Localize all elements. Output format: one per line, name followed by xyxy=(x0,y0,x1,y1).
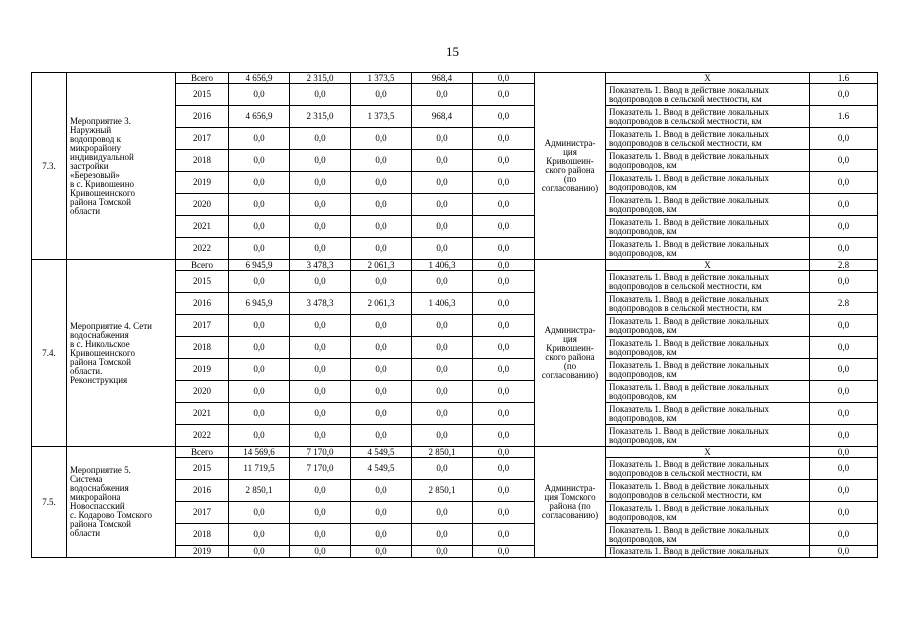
indicator-text: Показатель 1. Ввод в действие локальных водопроводов, км xyxy=(606,194,810,216)
indicator-value: 0,0 xyxy=(810,480,878,502)
year-cell: 2019 xyxy=(176,359,229,381)
indicator-value: 0,0 xyxy=(810,194,878,216)
total-indicator-value: 2.8 xyxy=(810,260,878,271)
amount-cell: 0,0 xyxy=(229,524,290,546)
amount-cell: 968,4 xyxy=(412,106,473,128)
indicator-value: 0,0 xyxy=(810,150,878,172)
indicator-text: Показатель 1. Ввод в действие локальных водопроводов, км xyxy=(606,524,810,546)
amount-cell: 0,0 xyxy=(473,84,535,106)
indicator-text: Показатель 1. Ввод в действие локальных водопроводов, км xyxy=(606,425,810,447)
amount-cell: 0,0 xyxy=(351,172,412,194)
indicator-text: Показатель 1. Ввод в действие локальных водопроводов, км xyxy=(606,359,810,381)
amount-cell: 0,0 xyxy=(412,425,473,447)
amount-cell: 0,0 xyxy=(412,381,473,403)
amount-cell: 3 478,3 xyxy=(290,260,351,271)
amount-cell: 0,0 xyxy=(351,84,412,106)
year-cell: 2018 xyxy=(176,524,229,546)
indicator-text: Показатель 1. Ввод в действие локальных водопроводов в сельской местности, км xyxy=(606,293,810,315)
amount-cell: 0,0 xyxy=(351,381,412,403)
amount-cell: 0,0 xyxy=(229,216,290,238)
amount-cell: 0,0 xyxy=(351,216,412,238)
executor-name: Администра- ция Кривошеин- ского района (по согласованию) xyxy=(535,260,606,447)
year-cell: 2019 xyxy=(176,546,229,558)
amount-cell: 0,0 xyxy=(351,238,412,260)
amount-cell: 0,0 xyxy=(351,315,412,337)
amount-cell: 0,0 xyxy=(473,150,535,172)
indicator-text: Показатель 1. Ввод в действие локальных водопроводов в сельской местности, км xyxy=(606,84,810,106)
amount-cell: 0,0 xyxy=(229,172,290,194)
year-cell: Всего xyxy=(176,73,229,84)
amount-cell: 0,0 xyxy=(412,271,473,293)
amount-cell: 0,0 xyxy=(351,337,412,359)
indicator-value: 0,0 xyxy=(810,172,878,194)
amount-cell: 2 850,1 xyxy=(412,480,473,502)
total-indicator-value: 0,0 xyxy=(810,447,878,458)
indicator-text: Показатель 1. Ввод в действие локальных водопроводов, км xyxy=(606,315,810,337)
amount-cell: 0,0 xyxy=(473,238,535,260)
indicator-value: 0,0 xyxy=(810,381,878,403)
year-cell: 2015 xyxy=(176,271,229,293)
amount-cell: 0,0 xyxy=(473,128,535,150)
indicator-value: 0,0 xyxy=(810,271,878,293)
indicator-value: 0,0 xyxy=(810,337,878,359)
amount-cell: 0,0 xyxy=(412,359,473,381)
amount-cell: 0,0 xyxy=(351,480,412,502)
indicator-value: 0,0 xyxy=(810,315,878,337)
amount-cell: 0,0 xyxy=(412,337,473,359)
indicator-value: 0,0 xyxy=(810,403,878,425)
amount-cell: 0,0 xyxy=(473,381,535,403)
amount-cell: 2 850,1 xyxy=(229,480,290,502)
event-name: Мероприятие 4. Сети водоснабжения в с. Никольское Кривошеинского района Томской области. Реконструкция xyxy=(67,260,176,447)
amount-cell: 0,0 xyxy=(229,128,290,150)
amount-cell: 0,0 xyxy=(412,84,473,106)
indicator-value: 0,0 xyxy=(810,238,878,260)
year-cell: Всего xyxy=(176,260,229,271)
amount-cell: 1 406,3 xyxy=(412,260,473,271)
table-row xyxy=(32,73,878,84)
amount-cell: 0,0 xyxy=(290,216,351,238)
amount-cell: 6 945,9 xyxy=(229,260,290,271)
year-cell: 2018 xyxy=(176,150,229,172)
amount-cell: 0,0 xyxy=(229,238,290,260)
amount-cell: 7 170,0 xyxy=(290,458,351,480)
event-name: Мероприятие 3. Наружный водопровод к микрорайону индивидуальной застройки «Березовый» в с. Кривошеино Кривошеинского района Томской области xyxy=(67,73,176,260)
amount-cell: 4 656,9 xyxy=(229,106,290,128)
amount-cell: 0,0 xyxy=(351,403,412,425)
year-cell: 2021 xyxy=(176,216,229,238)
amount-cell: 0,0 xyxy=(412,458,473,480)
amount-cell: 0,0 xyxy=(290,128,351,150)
amount-cell: 4 549,5 xyxy=(351,447,412,458)
amount-cell: 0,0 xyxy=(412,502,473,524)
year-cell: 2016 xyxy=(176,480,229,502)
amount-cell: 0,0 xyxy=(412,216,473,238)
amount-cell: 0,0 xyxy=(229,337,290,359)
indicator-value: 1.6 xyxy=(810,106,878,128)
indicator-text: Показатель 1. Ввод в действие локальных водопроводов в сельской местности, км xyxy=(606,458,810,480)
amount-cell: 0,0 xyxy=(229,546,290,558)
amount-cell: 0,0 xyxy=(473,480,535,502)
amount-cell: 14 569,6 xyxy=(229,447,290,458)
amount-cell: 0,0 xyxy=(229,315,290,337)
year-cell: 2020 xyxy=(176,381,229,403)
amount-cell: 2 315,0 xyxy=(290,73,351,84)
amount-cell: 0,0 xyxy=(290,425,351,447)
amount-cell: 0,0 xyxy=(473,425,535,447)
indicator-text: Показатель 1. Ввод в действие локальных xyxy=(606,546,810,558)
amount-cell: 0,0 xyxy=(473,216,535,238)
year-cell: Всего xyxy=(176,447,229,458)
amount-cell: 968,4 xyxy=(412,73,473,84)
amount-cell: 0,0 xyxy=(290,502,351,524)
indicator-value: 0,0 xyxy=(810,128,878,150)
amount-cell: 0,0 xyxy=(473,502,535,524)
year-cell: 2019 xyxy=(176,172,229,194)
amount-cell: 0,0 xyxy=(351,425,412,447)
amount-cell: 0,0 xyxy=(473,293,535,315)
amount-cell: 0,0 xyxy=(473,172,535,194)
amount-cell: 0,0 xyxy=(412,150,473,172)
amount-cell: 0,0 xyxy=(351,524,412,546)
indicator-text: Показатель 1. Ввод в действие локальных водопроводов, км xyxy=(606,381,810,403)
amount-cell: 0,0 xyxy=(290,150,351,172)
amount-cell: 0,0 xyxy=(290,238,351,260)
amount-cell: 0,0 xyxy=(412,194,473,216)
amount-cell: 0,0 xyxy=(412,524,473,546)
amount-cell: 3 478,3 xyxy=(290,293,351,315)
amount-cell: 0,0 xyxy=(351,546,412,558)
year-cell: 2015 xyxy=(176,458,229,480)
amount-cell: 1 406,3 xyxy=(412,293,473,315)
amount-cell: 0,0 xyxy=(290,194,351,216)
amount-cell: 0,0 xyxy=(351,194,412,216)
amount-cell: 0,0 xyxy=(229,194,290,216)
executor-name: Администра- ция Томского района (по согласованию) xyxy=(535,447,606,558)
amount-cell: 0,0 xyxy=(473,271,535,293)
indicator-value: 0,0 xyxy=(810,216,878,238)
indicator-text: Показатель 1. Ввод в действие локальных водопроводов, км xyxy=(606,403,810,425)
year-cell: 2022 xyxy=(176,425,229,447)
amount-cell: 0,0 xyxy=(473,260,535,271)
indicator-value: 0,0 xyxy=(810,502,878,524)
year-cell: 2017 xyxy=(176,315,229,337)
amount-cell: 6 945,9 xyxy=(229,293,290,315)
year-cell: 2022 xyxy=(176,238,229,260)
indicator-value: 0,0 xyxy=(810,458,878,480)
amount-cell: 0,0 xyxy=(229,271,290,293)
amount-cell: 0,0 xyxy=(290,546,351,558)
year-cell: 2015 xyxy=(176,84,229,106)
indicator-value: 0,0 xyxy=(810,84,878,106)
amount-cell: 0,0 xyxy=(351,271,412,293)
amount-cell: 0,0 xyxy=(412,128,473,150)
indicator-text: Показатель 1. Ввод в действие локальных водопроводов в сельской местности, км xyxy=(606,128,810,150)
indicator-value: 0,0 xyxy=(810,359,878,381)
amount-cell: 2 315,0 xyxy=(290,106,351,128)
indicator-text: Показатель 1. Ввод в действие локальных водопроводов, км xyxy=(606,502,810,524)
indicator-text: Показатель 1. Ввод в действие локальных водопроводов в сельской местности, км xyxy=(606,271,810,293)
item-number: 7.3. xyxy=(32,73,67,260)
amount-cell: 0,0 xyxy=(412,403,473,425)
amount-cell: 0,0 xyxy=(473,194,535,216)
page-number: 15 xyxy=(446,44,459,59)
amount-cell: 7 170,0 xyxy=(290,447,351,458)
amount-cell: 1 373,5 xyxy=(351,106,412,128)
amount-cell: 0,0 xyxy=(412,172,473,194)
program-table xyxy=(31,72,878,558)
executor-name: Администра- ция Кривошеин- ского района (по согласованию) xyxy=(535,73,606,260)
amount-cell: 0,0 xyxy=(290,315,351,337)
table-body xyxy=(32,73,878,558)
indicator-value: 2.8 xyxy=(810,293,878,315)
item-number: 7.5. xyxy=(32,447,67,558)
year-cell: 2021 xyxy=(176,403,229,425)
amount-cell: 1 373,5 xyxy=(351,73,412,84)
x-mark: X xyxy=(606,73,810,84)
amount-cell: 0,0 xyxy=(473,337,535,359)
amount-cell: 2 850,1 xyxy=(412,447,473,458)
x-mark: X xyxy=(606,260,810,271)
amount-cell: 0,0 xyxy=(412,238,473,260)
amount-cell: 0,0 xyxy=(412,546,473,558)
indicator-value: 0,0 xyxy=(810,425,878,447)
amount-cell: 2 061,3 xyxy=(351,293,412,315)
amount-cell: 0,0 xyxy=(290,337,351,359)
amount-cell: 0,0 xyxy=(229,425,290,447)
amount-cell: 0,0 xyxy=(351,502,412,524)
amount-cell: 0,0 xyxy=(229,502,290,524)
amount-cell: 2 061,3 xyxy=(351,260,412,271)
amount-cell: 11 719,5 xyxy=(229,458,290,480)
indicator-text: Показатель 1. Ввод в действие локальных водопроводов, км xyxy=(606,337,810,359)
amount-cell: 0,0 xyxy=(412,315,473,337)
amount-cell: 4 656,9 xyxy=(229,73,290,84)
amount-cell: 0,0 xyxy=(473,73,535,84)
indicator-text: Показатель 1. Ввод в действие локальных водопроводов, км xyxy=(606,150,810,172)
year-cell: 2020 xyxy=(176,194,229,216)
amount-cell: 0,0 xyxy=(229,359,290,381)
amount-cell: 0,0 xyxy=(290,381,351,403)
amount-cell: 0,0 xyxy=(473,458,535,480)
indicator-text: Показатель 1. Ввод в действие локальных водопроводов в сельской местности, км xyxy=(606,480,810,502)
amount-cell: 0,0 xyxy=(473,524,535,546)
amount-cell: 0,0 xyxy=(290,172,351,194)
amount-cell: 0,0 xyxy=(351,150,412,172)
year-cell: 2016 xyxy=(176,293,229,315)
amount-cell: 0,0 xyxy=(290,84,351,106)
amount-cell: 0,0 xyxy=(473,359,535,381)
amount-cell: 0,0 xyxy=(473,106,535,128)
amount-cell: 0,0 xyxy=(473,447,535,458)
amount-cell: 0,0 xyxy=(290,524,351,546)
indicator-value: 0,0 xyxy=(810,546,878,558)
table-row xyxy=(32,260,878,271)
table-row xyxy=(32,447,878,458)
year-cell: 2017 xyxy=(176,502,229,524)
amount-cell: 0,0 xyxy=(473,315,535,337)
amount-cell: 0,0 xyxy=(229,381,290,403)
amount-cell: 0,0 xyxy=(290,403,351,425)
amount-cell: 4 549,5 xyxy=(351,458,412,480)
year-cell: 2016 xyxy=(176,106,229,128)
year-cell: 2017 xyxy=(176,128,229,150)
indicator-text: Показатель 1. Ввод в действие локальных водопроводов, км xyxy=(606,172,810,194)
amount-cell: 0,0 xyxy=(290,359,351,381)
event-name: Мероприятие 5. Система водоснабжения микрорайона Новоспасский с. Кодарово Томского района Томской области xyxy=(67,447,176,558)
amount-cell: 0,0 xyxy=(290,271,351,293)
year-cell: 2018 xyxy=(176,337,229,359)
total-indicator-value: 1.6 xyxy=(810,73,878,84)
amount-cell: 0,0 xyxy=(473,546,535,558)
amount-cell: 0,0 xyxy=(290,480,351,502)
indicator-value: 0,0 xyxy=(810,524,878,546)
amount-cell: 0,0 xyxy=(229,403,290,425)
amount-cell: 0,0 xyxy=(473,403,535,425)
item-number: 7.4. xyxy=(32,260,67,447)
amount-cell: 0,0 xyxy=(229,150,290,172)
amount-cell: 0,0 xyxy=(351,128,412,150)
indicator-text: Показатель 1. Ввод в действие локальных водопроводов, км xyxy=(606,238,810,260)
amount-cell: 0,0 xyxy=(229,84,290,106)
indicator-text: Показатель 1. Ввод в действие локальных водопроводов, км xyxy=(606,216,810,238)
x-mark: X xyxy=(606,447,810,458)
indicator-text: Показатель 1. Ввод в действие локальных водопроводов в сельской местности, км xyxy=(606,106,810,128)
amount-cell: 0,0 xyxy=(351,359,412,381)
